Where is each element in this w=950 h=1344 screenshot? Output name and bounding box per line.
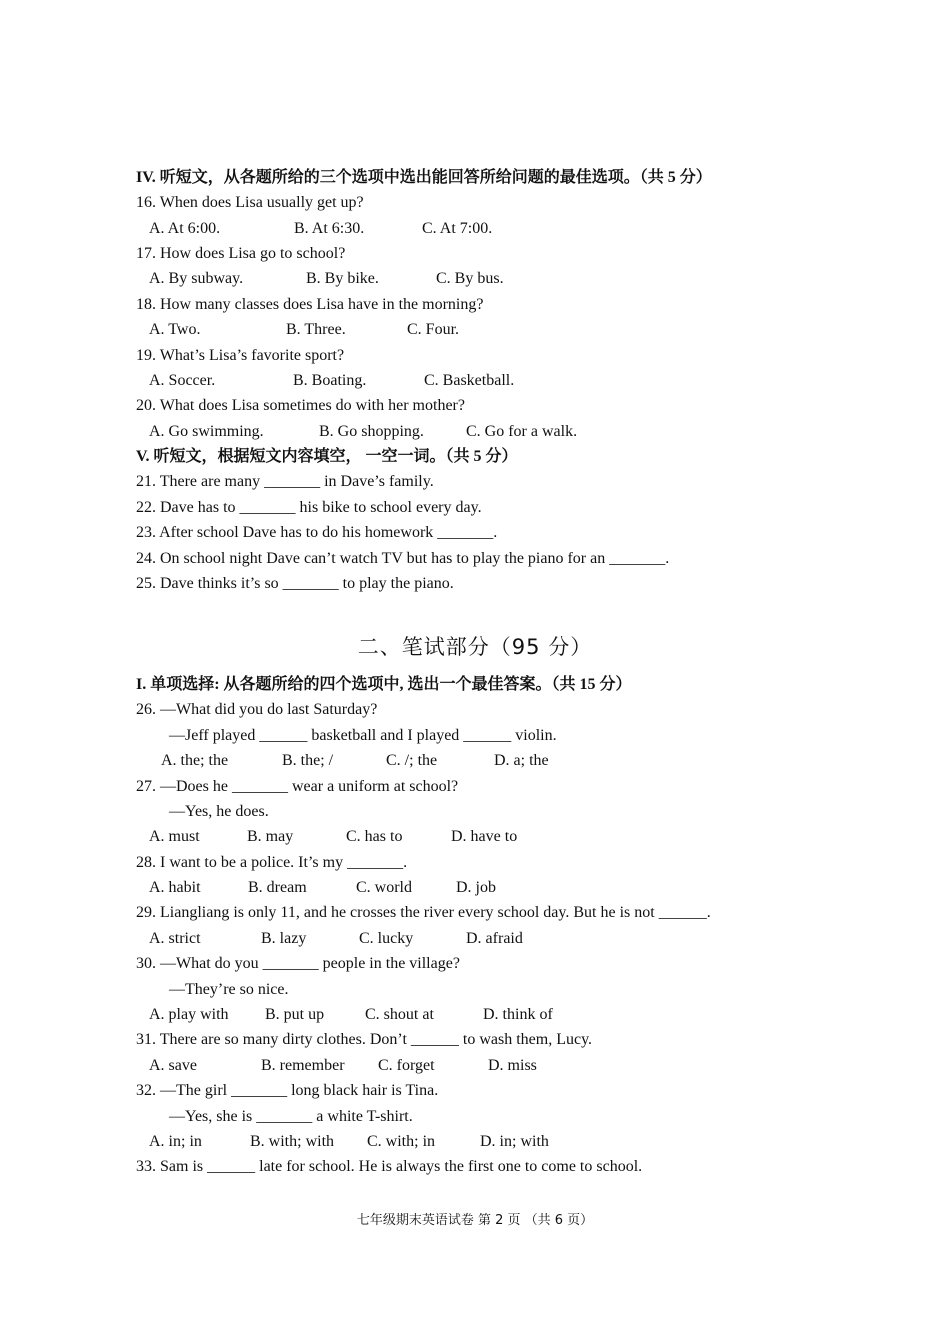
- option-a: A. the; the: [161, 752, 229, 769]
- option-a: A. Soccer.: [149, 372, 216, 389]
- option-a: A. Go swimming.: [149, 423, 264, 440]
- blank-25: 25. Dave thinks it’s so _______ to play the piano.: [136, 575, 454, 592]
- blank-22: 22. Dave has to _______ his bike to school every day.: [136, 499, 482, 516]
- question-30: 30. —What do you _______ people in the village?: [136, 955, 460, 972]
- option-a: A. in; in: [149, 1133, 202, 1150]
- option-a: A. play with: [149, 1006, 229, 1023]
- option-a: A. At 6:00.: [149, 220, 221, 237]
- option-d: D. a; the: [494, 752, 549, 769]
- option-c: C. At 7:00.: [422, 220, 493, 237]
- section-title: 二、笔试部分（95 分）: [357, 635, 593, 659]
- option-d: D. think of: [483, 1006, 553, 1023]
- question-29: 29. Liangliang is only 11, and he crosses the river every school day. But he is not ______.: [136, 904, 711, 921]
- option-a: A. Two.: [149, 321, 201, 338]
- option-b: B. Go shopping.: [319, 423, 424, 440]
- question-27-reply: —Yes, he does.: [169, 803, 269, 820]
- question-30-reply: —They’re so nice.: [169, 981, 289, 998]
- option-b: B. put up: [265, 1006, 325, 1023]
- question-32: 32. —The girl _______ long black hair is Tina.: [136, 1082, 439, 1099]
- question-16: 16. When does Lisa usually get up?: [136, 194, 364, 211]
- option-b: B. with; with: [250, 1133, 335, 1150]
- option-a: A. strict: [149, 930, 201, 947]
- option-d: D. have to: [451, 828, 518, 845]
- page-footer: 七年级期末英语试卷 第 2 页 （共 6 页）: [356, 1213, 594, 1228]
- option-c: C. By bus.: [436, 270, 504, 287]
- option-b: B. lazy: [261, 930, 307, 947]
- option-c: C. lucky: [359, 930, 414, 947]
- option-c: C. shout at: [365, 1006, 434, 1023]
- option-a: A. save: [149, 1057, 197, 1074]
- option-b: B. At 6:30.: [294, 220, 365, 237]
- option-d: D. afraid: [466, 930, 523, 947]
- option-d: D. job: [456, 879, 496, 896]
- option-b: B. By bike.: [306, 270, 379, 287]
- blank-21: 21. There are many _______ in Dave’s family.: [136, 473, 434, 490]
- question-32-reply: —Yes, she is _______ a white T-shirt.: [169, 1108, 413, 1125]
- part4-heading: IV. 听短文，从各题所给的三个选项中选出能回答所给问题的最佳选项。（共 5 分）: [136, 169, 712, 186]
- question-26: 26. —What did you do last Saturday?: [136, 701, 378, 718]
- option-a: A. By subway.: [149, 270, 244, 287]
- question-20: 20. What does Lisa sometimes do with her mother?: [136, 397, 465, 414]
- question-19: 19. What’s Lisa’s favorite sport?: [136, 347, 345, 364]
- option-b: B. dream: [248, 879, 307, 896]
- option-b: B. may: [247, 828, 294, 845]
- question-28: 28. I want to be a police. It’s my _______.: [136, 854, 408, 871]
- option-c: C. Go for a walk.: [466, 423, 578, 440]
- question-26-reply: —Jeff played ______ basketball and I played ______ violin.: [169, 727, 557, 744]
- option-c: C. has to: [346, 828, 403, 845]
- option-c: C. /; the: [386, 752, 438, 769]
- option-b: B. the; /: [282, 752, 334, 769]
- option-c: C. forget: [378, 1057, 435, 1074]
- option-a: A. must: [149, 828, 200, 845]
- option-d: D. in; with: [480, 1133, 549, 1150]
- option-c: C. Basketball.: [424, 372, 515, 389]
- option-d: D. miss: [488, 1057, 537, 1074]
- question-27: 27. —Does he _______ wear a uniform at school?: [136, 778, 459, 795]
- option-b: B. Boating.: [293, 372, 367, 389]
- option-b: B. Three.: [286, 321, 346, 338]
- question-33: 33. Sam is ______ late for school. He is always the first one to come to school.: [136, 1158, 643, 1175]
- option-a: A. habit: [149, 879, 201, 896]
- question-17: 17. How does Lisa go to school?: [136, 245, 346, 262]
- blank-24: 24. On school night Dave can’t watch TV but has to play the piano for an _______.: [136, 550, 670, 567]
- question-18: 18. How many classes does Lisa have in the morning?: [136, 296, 484, 313]
- part1-heading: I. 单项选择: 从各题所给的四个选项中, 选出一个最佳答案。（共 15 分）: [136, 676, 632, 693]
- question-31: 31. There are so many dirty clothes. Don’t ______ to wash them, Lucy.: [136, 1031, 593, 1048]
- option-b: B. remember: [261, 1057, 345, 1074]
- part5-heading: V. 听短文，根据短文内容填空， 一空一词。（共 5 分）: [136, 448, 518, 465]
- option-c: C. with; in: [367, 1133, 436, 1150]
- option-c: C. Four.: [407, 321, 460, 338]
- option-c: C. world: [356, 879, 412, 896]
- blank-23: 23. After school Dave has to do his homework _______.: [136, 524, 498, 541]
